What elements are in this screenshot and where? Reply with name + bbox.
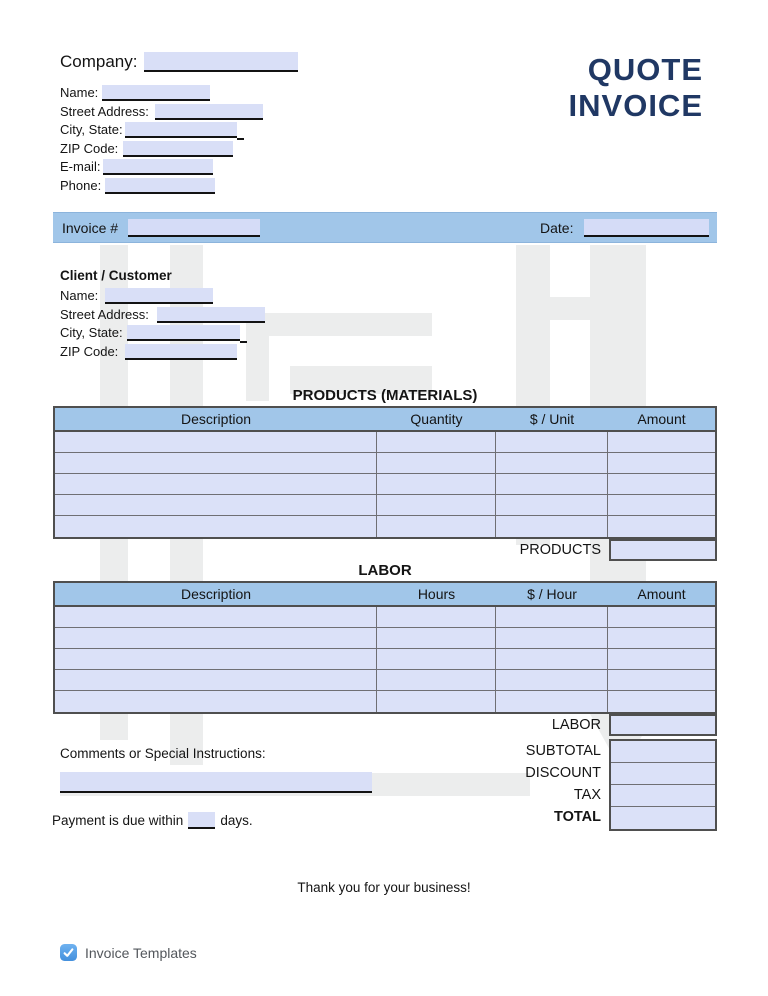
client-zip-label: ZIP Code: bbox=[60, 343, 119, 359]
tax-label: TAX bbox=[573, 787, 601, 803]
thank-you-message: Thank you for your business! bbox=[297, 880, 471, 895]
cell[interactable] bbox=[608, 474, 715, 494]
invoice-number-field[interactable] bbox=[128, 219, 260, 237]
cell[interactable] bbox=[55, 691, 377, 712]
payment-suffix: days. bbox=[220, 813, 253, 828]
company-name-row bbox=[60, 84, 340, 103]
cell[interactable] bbox=[496, 691, 608, 712]
cell[interactable] bbox=[377, 453, 496, 473]
company-phone-label: Phone: bbox=[60, 177, 102, 193]
cell[interactable] bbox=[496, 453, 608, 473]
company-zip-row bbox=[60, 140, 340, 159]
cell[interactable] bbox=[377, 628, 496, 648]
products-col-unit: $ / Unit bbox=[529, 411, 575, 427]
products-table-row bbox=[55, 453, 715, 474]
date-label: Date: bbox=[540, 219, 574, 236]
company-name-label: Name: bbox=[60, 85, 99, 100]
cell[interactable] bbox=[496, 649, 608, 669]
company-email-field[interactable] bbox=[103, 159, 213, 175]
payment-days-field[interactable] bbox=[188, 812, 215, 829]
document-title bbox=[569, 52, 703, 124]
client-name-label: Name: bbox=[60, 288, 99, 303]
invoice-number-bar bbox=[53, 212, 717, 243]
discount-label: DISCOUNT bbox=[525, 765, 601, 781]
products-total-label: PRODUCTS bbox=[519, 542, 601, 558]
brand-name: Invoice Templates bbox=[85, 944, 197, 961]
products-table-row bbox=[55, 495, 715, 516]
cell[interactable] bbox=[496, 670, 608, 690]
cell[interactable] bbox=[608, 649, 715, 669]
products-col-amount: Amount bbox=[637, 411, 686, 427]
invoice-templates-icon bbox=[60, 944, 77, 961]
labor-section-title: LABOR bbox=[358, 562, 412, 579]
cell[interactable] bbox=[496, 607, 608, 627]
comments-field[interactable] bbox=[60, 772, 372, 793]
cell[interactable] bbox=[55, 474, 377, 494]
cell[interactable] bbox=[608, 495, 715, 515]
cell[interactable] bbox=[608, 516, 715, 537]
cell[interactable] bbox=[55, 453, 377, 473]
client-city-label: City, State: bbox=[60, 325, 123, 340]
client-name-row bbox=[60, 287, 340, 306]
company-street-label: Street Address: bbox=[60, 103, 149, 119]
cell[interactable] bbox=[608, 607, 715, 627]
labor-col-description: Description bbox=[180, 586, 252, 602]
client-street-field[interactable] bbox=[157, 307, 265, 323]
labor-table-row bbox=[55, 649, 715, 670]
client-street-row bbox=[60, 306, 340, 325]
client-block bbox=[60, 287, 340, 361]
labor-table bbox=[53, 581, 717, 714]
cell[interactable] bbox=[55, 516, 377, 537]
company-city-field[interactable] bbox=[125, 122, 237, 138]
subtotal-field[interactable] bbox=[611, 741, 715, 763]
cell[interactable] bbox=[377, 516, 496, 537]
products-col-quantity: Quantity bbox=[410, 411, 463, 427]
company-row bbox=[60, 52, 298, 72]
company-label: Company: bbox=[60, 52, 138, 71]
subtotal-label: SUBTOTAL bbox=[525, 743, 601, 759]
cell[interactable] bbox=[377, 691, 496, 712]
cell[interactable] bbox=[608, 670, 715, 690]
cell[interactable] bbox=[377, 432, 496, 452]
cell[interactable] bbox=[377, 495, 496, 515]
tax-field[interactable] bbox=[611, 785, 715, 807]
company-phone-field[interactable] bbox=[105, 178, 215, 194]
cell[interactable] bbox=[496, 628, 608, 648]
company-street-field[interactable] bbox=[155, 104, 263, 120]
client-name-field[interactable] bbox=[105, 288, 213, 304]
cell[interactable] bbox=[377, 474, 496, 494]
cell[interactable] bbox=[377, 670, 496, 690]
company-phone-row bbox=[60, 177, 340, 196]
cell[interactable] bbox=[55, 670, 377, 690]
document-title-line1: QUOTE bbox=[587, 52, 703, 87]
labor-total-field[interactable] bbox=[609, 714, 717, 736]
discount-field[interactable] bbox=[611, 763, 715, 785]
client-street-label: Street Address: bbox=[60, 306, 149, 322]
labor-table-row bbox=[55, 628, 715, 649]
cell[interactable] bbox=[377, 607, 496, 627]
products-table bbox=[53, 406, 717, 539]
brand-footer[interactable] bbox=[60, 944, 197, 961]
cell[interactable] bbox=[55, 649, 377, 669]
cell[interactable] bbox=[55, 495, 377, 515]
products-table-row bbox=[55, 474, 715, 495]
invoice-number-label: Invoice # bbox=[62, 219, 119, 236]
date-field[interactable] bbox=[584, 219, 709, 237]
cell[interactable] bbox=[608, 628, 715, 648]
labor-table-header bbox=[55, 583, 715, 607]
cell[interactable] bbox=[608, 453, 715, 473]
products-table-row bbox=[55, 516, 715, 537]
labor-col-hours: Hours bbox=[417, 586, 456, 602]
client-zip-row bbox=[60, 343, 340, 362]
products-table-header bbox=[55, 408, 715, 432]
products-table-row bbox=[55, 432, 715, 453]
cell[interactable] bbox=[55, 628, 377, 648]
totals-column bbox=[609, 739, 717, 831]
total-label: TOTAL bbox=[554, 809, 601, 825]
client-city-field[interactable] bbox=[127, 325, 240, 341]
cell[interactable] bbox=[496, 432, 608, 452]
payment-prefix: Payment is due within bbox=[52, 813, 184, 828]
total-field[interactable] bbox=[611, 807, 715, 829]
company-street-row bbox=[60, 103, 340, 122]
cell[interactable] bbox=[608, 432, 715, 452]
labor-col-amount: Amount bbox=[637, 586, 686, 602]
company-email-label: E-mail: bbox=[60, 159, 101, 174]
cell[interactable] bbox=[496, 516, 608, 537]
cell[interactable] bbox=[377, 649, 496, 669]
products-section-title: PRODUCTS (MATERIALS) bbox=[292, 387, 478, 404]
client-zip-field[interactable] bbox=[125, 344, 237, 360]
cell[interactable] bbox=[608, 691, 715, 712]
labor-table-row bbox=[55, 691, 715, 712]
company-field[interactable] bbox=[144, 52, 298, 72]
company-email-row bbox=[60, 158, 340, 177]
products-total-field[interactable] bbox=[609, 539, 717, 561]
labor-table-row bbox=[55, 670, 715, 691]
company-name-field[interactable] bbox=[102, 85, 210, 101]
company-city-label: City, State: bbox=[60, 122, 123, 137]
company-city-row bbox=[60, 121, 340, 140]
client-city-row bbox=[60, 324, 340, 343]
cell[interactable] bbox=[55, 432, 377, 452]
products-col-description: Description bbox=[180, 411, 252, 427]
labor-table-row bbox=[55, 607, 715, 628]
payment-terms-line bbox=[52, 812, 253, 829]
company-zip-label: ZIP Code: bbox=[60, 140, 119, 156]
comments-label: Comments or Special Instructions: bbox=[60, 746, 266, 761]
document-title-line2: INVOICE bbox=[568, 88, 703, 123]
client-section-label: Client / Customer bbox=[60, 268, 172, 283]
labor-col-hour-rate: $ / Hour bbox=[527, 586, 577, 602]
cell[interactable] bbox=[496, 474, 608, 494]
company-contact-block bbox=[60, 84, 340, 195]
labor-total-label: LABOR bbox=[551, 717, 601, 733]
cell[interactable] bbox=[55, 607, 377, 627]
cell[interactable] bbox=[496, 495, 608, 515]
company-zip-field[interactable] bbox=[123, 141, 233, 157]
